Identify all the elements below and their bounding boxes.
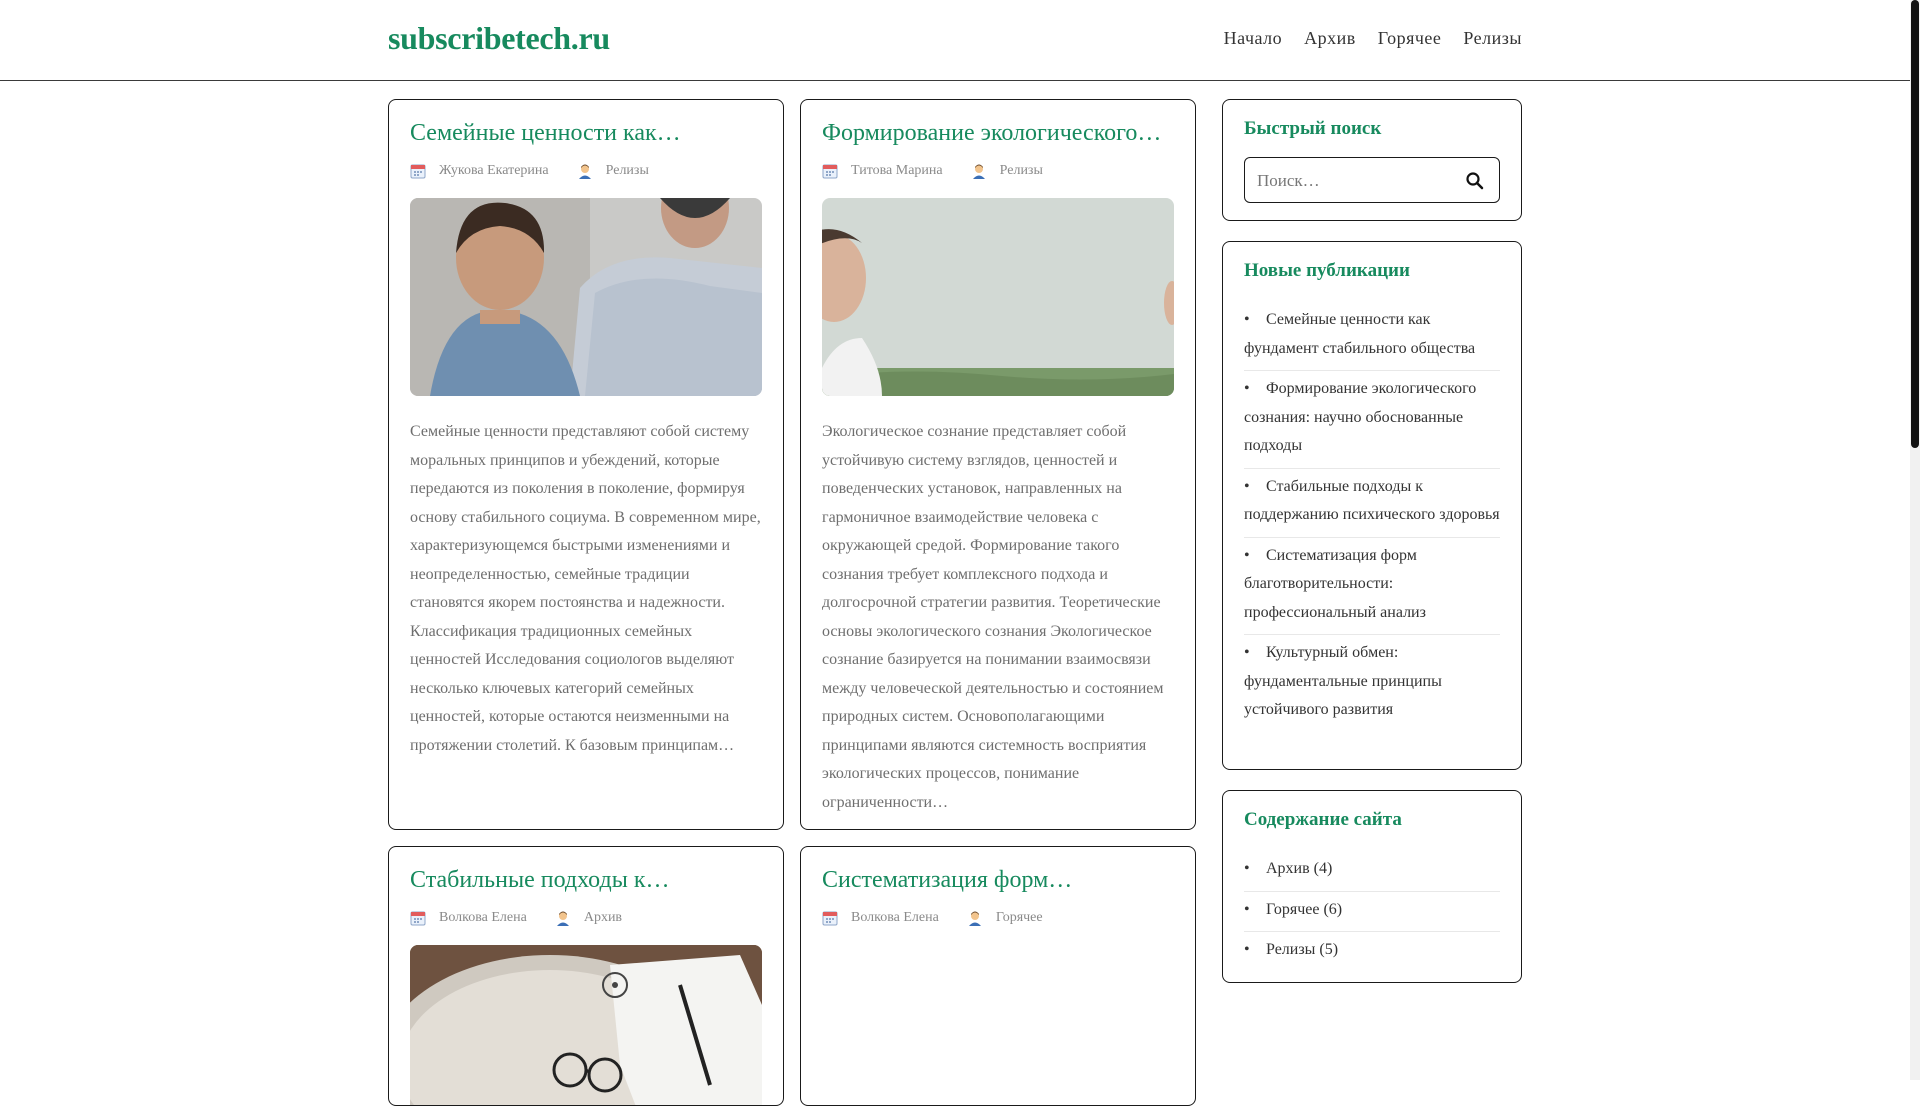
post-author[interactable]: Волкова Елена bbox=[851, 910, 939, 925]
calendar-icon bbox=[410, 163, 426, 179]
scrollbar-thumb[interactable] bbox=[1911, 0, 1919, 448]
calendar-icon bbox=[410, 910, 426, 926]
list-item[interactable]: • Архив (4) bbox=[1244, 851, 1500, 892]
list-item[interactable]: • Культурный обмен: фундаментальные принципы устойчивого развития bbox=[1244, 644, 1442, 718]
widget-title: Содержание сайта bbox=[1244, 809, 1402, 830]
post-thumbnail[interactable] bbox=[410, 945, 762, 1106]
calendar-icon bbox=[822, 163, 838, 179]
post-card bbox=[388, 99, 784, 830]
post-author[interactable]: Титова Марина bbox=[851, 163, 943, 178]
nav-home[interactable]: Начало bbox=[1223, 28, 1283, 48]
post-author[interactable]: Волкова Елена bbox=[439, 910, 527, 925]
post-card bbox=[800, 846, 1196, 1106]
calendar-icon bbox=[822, 910, 838, 926]
recent-post-link[interactable]: Систематизация форм благотворительности: профессиональный анализ bbox=[1244, 546, 1426, 621]
post-meta bbox=[822, 910, 1043, 926]
site-header bbox=[0, 0, 1910, 81]
nav-releases[interactable]: Релизы bbox=[1463, 28, 1522, 48]
post-category[interactable]: Горячее bbox=[995, 910, 1043, 925]
person-icon bbox=[555, 910, 571, 926]
post-excerpt: Семейные ценности представляют собой систему моральных принципов и убеждений, которые передаются из поколения в поколение, формируя основу стабильного социума. В современном мире, характеризующемся быстрыми изменениями и неопределенностью, семейные традиции становятся якорем постоянства и надежности. Классификация традиционных семейных ценностей Исследования социологов выделяют несколько ключевых категорий семейных ценностей, которые остаются неизменными на протяжении столетий. К базовым принципам… bbox=[410, 423, 761, 754]
list-item[interactable]: • Релизы (5) bbox=[1244, 941, 1339, 958]
site-title[interactable]: subscribetech.ru bbox=[388, 20, 610, 56]
recent-post-link[interactable]: Формирование экологического сознания: научно обоснованные подходы bbox=[1244, 380, 1477, 454]
post-meta bbox=[410, 910, 622, 926]
post-title[interactable]: Систематизация форм… bbox=[822, 867, 1073, 893]
person-icon bbox=[577, 163, 593, 179]
post-category[interactable]: Архив bbox=[583, 910, 623, 925]
post-excerpt: Экологическое сознание представляет собой устойчивую систему взглядов, ценностей и поведенческих установок, направленных на гармоничное взаимодействие человека с окружающей средой. Формирование такого сознания требует комплексного подхода и долгосрочной стратегии развития. Теоретические основы экологического сознания Экологическое сознание базируется на понимании взаимосвязи между человеческой деятельностью и состоянием природных систем. Основополагающими принципами являются системность восприятия экологических процессов, понимание ограниченности… bbox=[822, 423, 1164, 811]
search-widget bbox=[1222, 99, 1522, 221]
widget-title: Быстрый поиск bbox=[1244, 118, 1382, 139]
widget-title: Новые публикации bbox=[1244, 260, 1410, 281]
category-count: (6) bbox=[1323, 900, 1343, 918]
main-nav bbox=[1224, 28, 1522, 49]
search-icon[interactable] bbox=[1465, 171, 1485, 191]
nav-archive[interactable]: Архив bbox=[1304, 28, 1356, 48]
category-count: (5) bbox=[1319, 941, 1339, 958]
recent-post-link[interactable]: Стабильные подходы к поддержанию психического здоровья bbox=[1244, 477, 1500, 523]
post-meta bbox=[822, 163, 1043, 179]
recent-post-link[interactable]: Семейные ценности как фундамент стабильного общества bbox=[1244, 311, 1476, 357]
list-item[interactable]: • Стабильные подходы к поддержанию психического здоровья bbox=[1244, 469, 1500, 538]
category-count: (4) bbox=[1313, 860, 1333, 877]
post-card bbox=[388, 846, 784, 1106]
list-item[interactable]: • Семейные ценности как фундамент стабильного общества bbox=[1244, 302, 1500, 371]
categories-list bbox=[1244, 851, 1500, 972]
post-category[interactable]: Релизы bbox=[605, 163, 649, 178]
category-link[interactable]: Релизы bbox=[1266, 941, 1316, 958]
recent-posts-list bbox=[1244, 302, 1500, 732]
person-icon bbox=[971, 163, 987, 179]
person-icon bbox=[967, 910, 983, 926]
post-card bbox=[800, 99, 1196, 830]
recent-posts-widget bbox=[1222, 241, 1522, 770]
category-link[interactable]: Горячее bbox=[1266, 900, 1320, 918]
post-meta bbox=[410, 163, 649, 179]
list-item[interactable]: • Горячее (6) bbox=[1244, 892, 1500, 933]
category-link[interactable]: Архив bbox=[1266, 860, 1310, 877]
categories-widget bbox=[1222, 790, 1522, 983]
post-category[interactable]: Релизы bbox=[999, 163, 1043, 178]
search-box bbox=[1244, 157, 1500, 203]
post-title[interactable]: Стабильные подходы к… bbox=[410, 867, 670, 893]
post-title[interactable]: Семейные ценности как… bbox=[410, 120, 681, 146]
post-title[interactable]: Формирование экологического… bbox=[822, 120, 1162, 146]
post-author[interactable]: Жукова Екатерина bbox=[439, 163, 549, 178]
post-thumbnail[interactable] bbox=[822, 198, 1174, 396]
list-item[interactable]: • Систематизация форм благотворительности: профессиональный анализ bbox=[1244, 538, 1500, 636]
post-thumbnail[interactable] bbox=[410, 198, 762, 396]
nav-hot[interactable]: Горячее bbox=[1377, 28, 1442, 48]
list-item[interactable]: • Формирование экологического сознания: научно обоснованные подходы bbox=[1244, 371, 1500, 469]
recent-post-link[interactable]: Культурный обмен: фундаментальные принципы устойчивого развития bbox=[1244, 644, 1442, 718]
search-input[interactable] bbox=[1255, 166, 1449, 196]
